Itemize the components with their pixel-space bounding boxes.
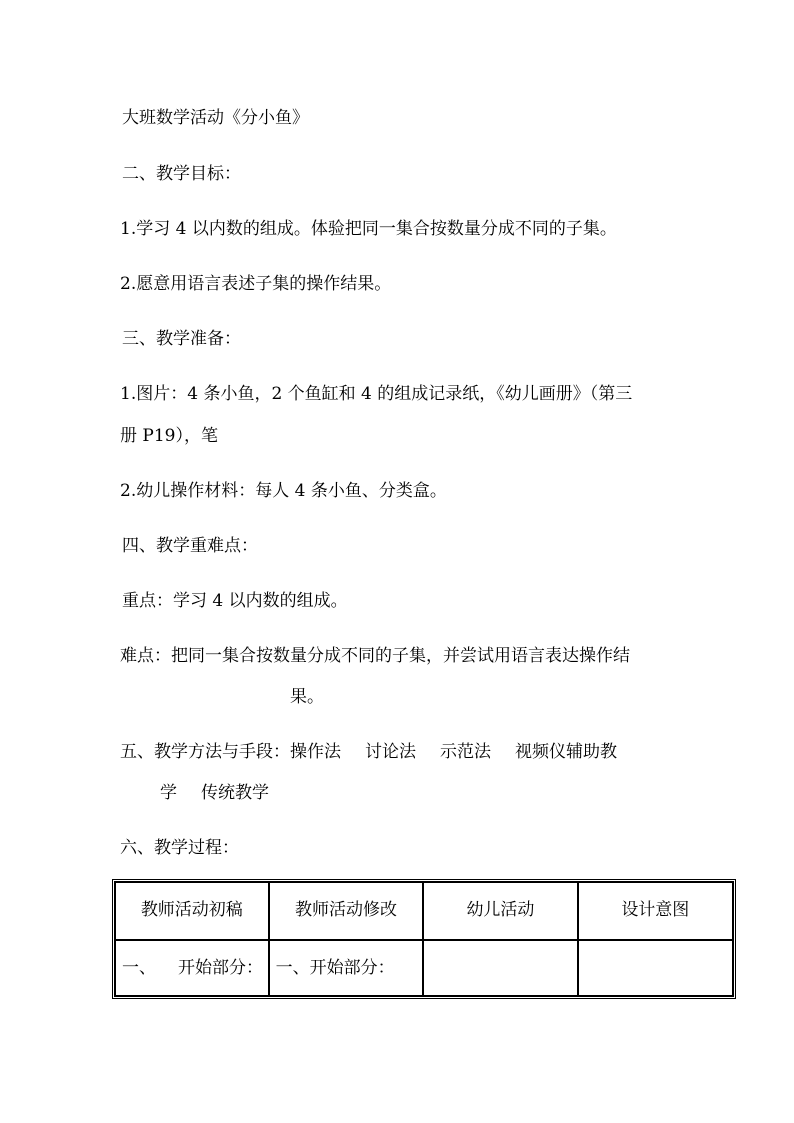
table-row xyxy=(115,940,733,996)
prep-1-line-1: 1.图片：4 条小鱼，2 个鱼缸和 4 的组成记录纸，《幼儿画册》（第三 xyxy=(120,384,633,404)
table-header-row xyxy=(115,882,733,940)
methods-prefix: 五、教学方法与手段： xyxy=(120,742,290,762)
prep-2: 2.幼儿操作材料：每人 4 条小鱼、分类盒。 xyxy=(120,481,447,501)
method-item: 讨论法 xyxy=(365,742,416,762)
method-item: 学 xyxy=(160,783,177,803)
table-cell: 一、开始部分： xyxy=(269,940,424,996)
process-table xyxy=(112,879,736,999)
method-item: 传统教学 xyxy=(201,783,269,803)
table-cell xyxy=(115,940,269,996)
cell-prefix: 一、 xyxy=(122,958,156,978)
method-item: 视频仪辅助教 xyxy=(515,742,617,762)
header-cell: 设计意图 xyxy=(578,882,733,940)
prep-heading: 三、教学准备： xyxy=(122,329,241,349)
method-item: 操作法 xyxy=(290,742,341,762)
prep-1-line-2: 册 P19），笔 xyxy=(120,426,218,446)
difficulty-line-1: 难点：把同一集合按数量分成不同的子集，并尝试用语言表达操作结 xyxy=(120,646,630,666)
key-point: 重点：学习 4 以内数的组成。 xyxy=(122,591,348,611)
methods-line-2 xyxy=(160,782,269,804)
goal-2: 2.愿意用语言表述子集的操作结果。 xyxy=(120,274,392,294)
table-cell xyxy=(423,940,577,996)
header-cell: 教师活动初稿 xyxy=(115,882,269,940)
methods-line-1 xyxy=(120,741,617,763)
goals-heading: 二、教学目标： xyxy=(122,164,241,184)
table-cell xyxy=(578,940,733,996)
key-heading: 四、教学重难点： xyxy=(122,536,258,556)
method-item: 示范法 xyxy=(440,742,491,762)
header-cell: 幼儿活动 xyxy=(423,882,577,940)
header-cell: 教师活动修改 xyxy=(269,882,424,940)
cell-text: 开始部分： xyxy=(178,958,263,978)
process-heading: 六、教学过程： xyxy=(120,838,239,858)
goal-1: 1.学习 4 以内数的组成。体验把同一集合按数量分成不同的子集。 xyxy=(120,219,617,239)
document-title: 大班数学活动《分小鱼》 xyxy=(122,108,309,128)
difficulty-line-2: 果。 xyxy=(290,687,324,707)
